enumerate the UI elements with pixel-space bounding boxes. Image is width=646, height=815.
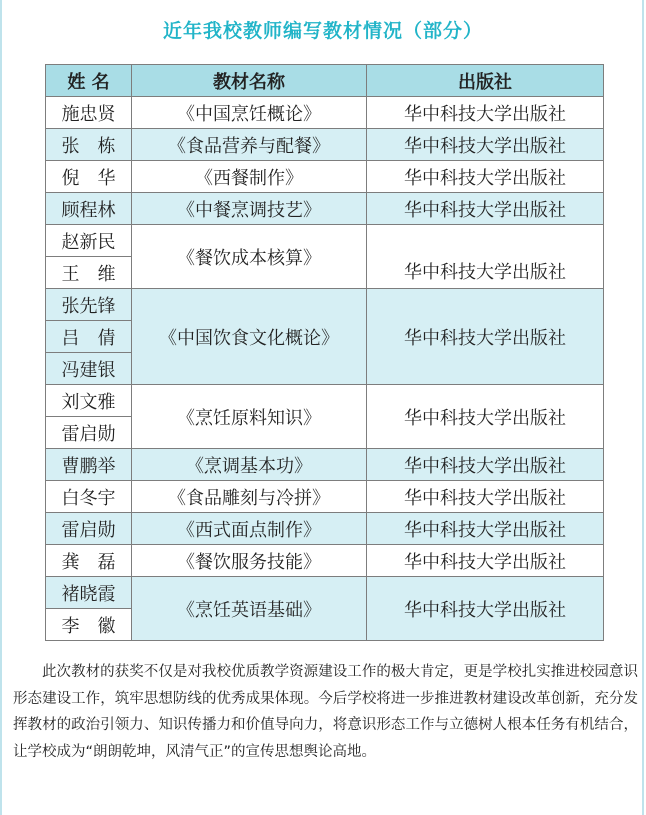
table-header-row <box>46 65 604 97</box>
author-name: 张先锋 <box>46 289 132 321</box>
author-name: 顾程林 <box>46 193 132 225</box>
book-title: 《西式面点制作》 <box>132 513 367 545</box>
header-book: 教材名称 <box>132 65 367 97</box>
publisher: 华中科技大学出版社 <box>367 193 604 225</box>
table-row <box>46 225 604 257</box>
book-title: 《中餐烹调技艺》 <box>132 193 367 225</box>
book-title: 《食品雕刻与冷拼》 <box>132 481 367 513</box>
table-row <box>46 289 604 321</box>
author-name: 李 徽 <box>46 609 132 641</box>
table-row <box>46 513 604 545</box>
author-name: 刘文雅 <box>46 385 132 417</box>
publisher: 华中科技大学出版社 <box>367 129 604 161</box>
book-title: 《烹饪英语基础》 <box>132 577 367 641</box>
publisher: 华中科技大学出版社 <box>367 513 604 545</box>
publisher: 华中科技大学出版社 <box>367 385 604 449</box>
textbook-table <box>45 64 604 641</box>
table-row <box>46 481 604 513</box>
table-row <box>46 193 604 225</box>
author-name: 赵新民 <box>46 225 132 257</box>
table-row <box>46 161 604 193</box>
publisher: 华中科技大学出版社 <box>367 289 604 385</box>
author-name: 吕 倩 <box>46 321 132 353</box>
publisher: 华中科技大学出版社 <box>367 225 604 289</box>
book-title: 《中国饮食文化概论》 <box>132 289 367 385</box>
publisher: 华中科技大学出版社 <box>367 577 604 641</box>
book-title: 《餐饮成本核算》 <box>132 225 367 289</box>
right-border-line <box>642 0 644 815</box>
author-name: 曹鹏举 <box>46 449 132 481</box>
table-row <box>46 97 604 129</box>
left-border-line <box>0 0 2 815</box>
author-name: 施忠贤 <box>46 97 132 129</box>
author-name: 张 栋 <box>46 129 132 161</box>
table-row <box>46 577 604 609</box>
author-name: 雷启勋 <box>46 513 132 545</box>
author-name: 龚 磊 <box>46 545 132 577</box>
header-name: 姓 名 <box>46 65 132 97</box>
table-row <box>46 449 604 481</box>
page-title: 近年我校教师编写教材情况（部分） <box>162 20 483 42</box>
author-name: 王 维 <box>46 257 132 289</box>
header-publisher: 出版社 <box>367 65 604 97</box>
book-title: 《中国烹饪概论》 <box>132 97 367 129</box>
author-name: 倪 华 <box>46 161 132 193</box>
table-row <box>46 129 604 161</box>
book-title: 《西餐制作》 <box>132 161 367 193</box>
book-title: 《烹调基本功》 <box>132 449 367 481</box>
author-name: 褚晓霞 <box>46 577 132 609</box>
closing-paragraph: 此次教材的获奖不仅是对我校优质教学资源建设工作的极大肯定，更是学校扎实推进校园意识形态建设工作，筑牢思想防线的优秀成果体现。今后学校将进一步推进教材建设改革创新，充分发挥教材的政治引领力、知识传播力和价值导向力，将意识形态工作与立德树人根本任务有机结合，让学校成为“朗朗乾坤，风清气正”的宣传思想舆论高地。 <box>13 664 638 760</box>
book-title: 《食品营养与配餐》 <box>132 129 367 161</box>
publisher: 华中科技大学出版社 <box>367 449 604 481</box>
publisher: 华中科技大学出版社 <box>367 545 604 577</box>
publisher: 华中科技大学出版社 <box>367 161 604 193</box>
author-name: 白冬宇 <box>46 481 132 513</box>
author-name: 冯建银 <box>46 353 132 385</box>
author-name: 雷启勋 <box>46 417 132 449</box>
table-row <box>46 385 604 417</box>
publisher: 华中科技大学出版社 <box>367 481 604 513</box>
publisher: 华中科技大学出版社 <box>367 97 604 129</box>
table-row <box>46 545 604 577</box>
book-title: 《餐饮服务技能》 <box>132 545 367 577</box>
book-title: 《烹饪原料知识》 <box>132 385 367 449</box>
